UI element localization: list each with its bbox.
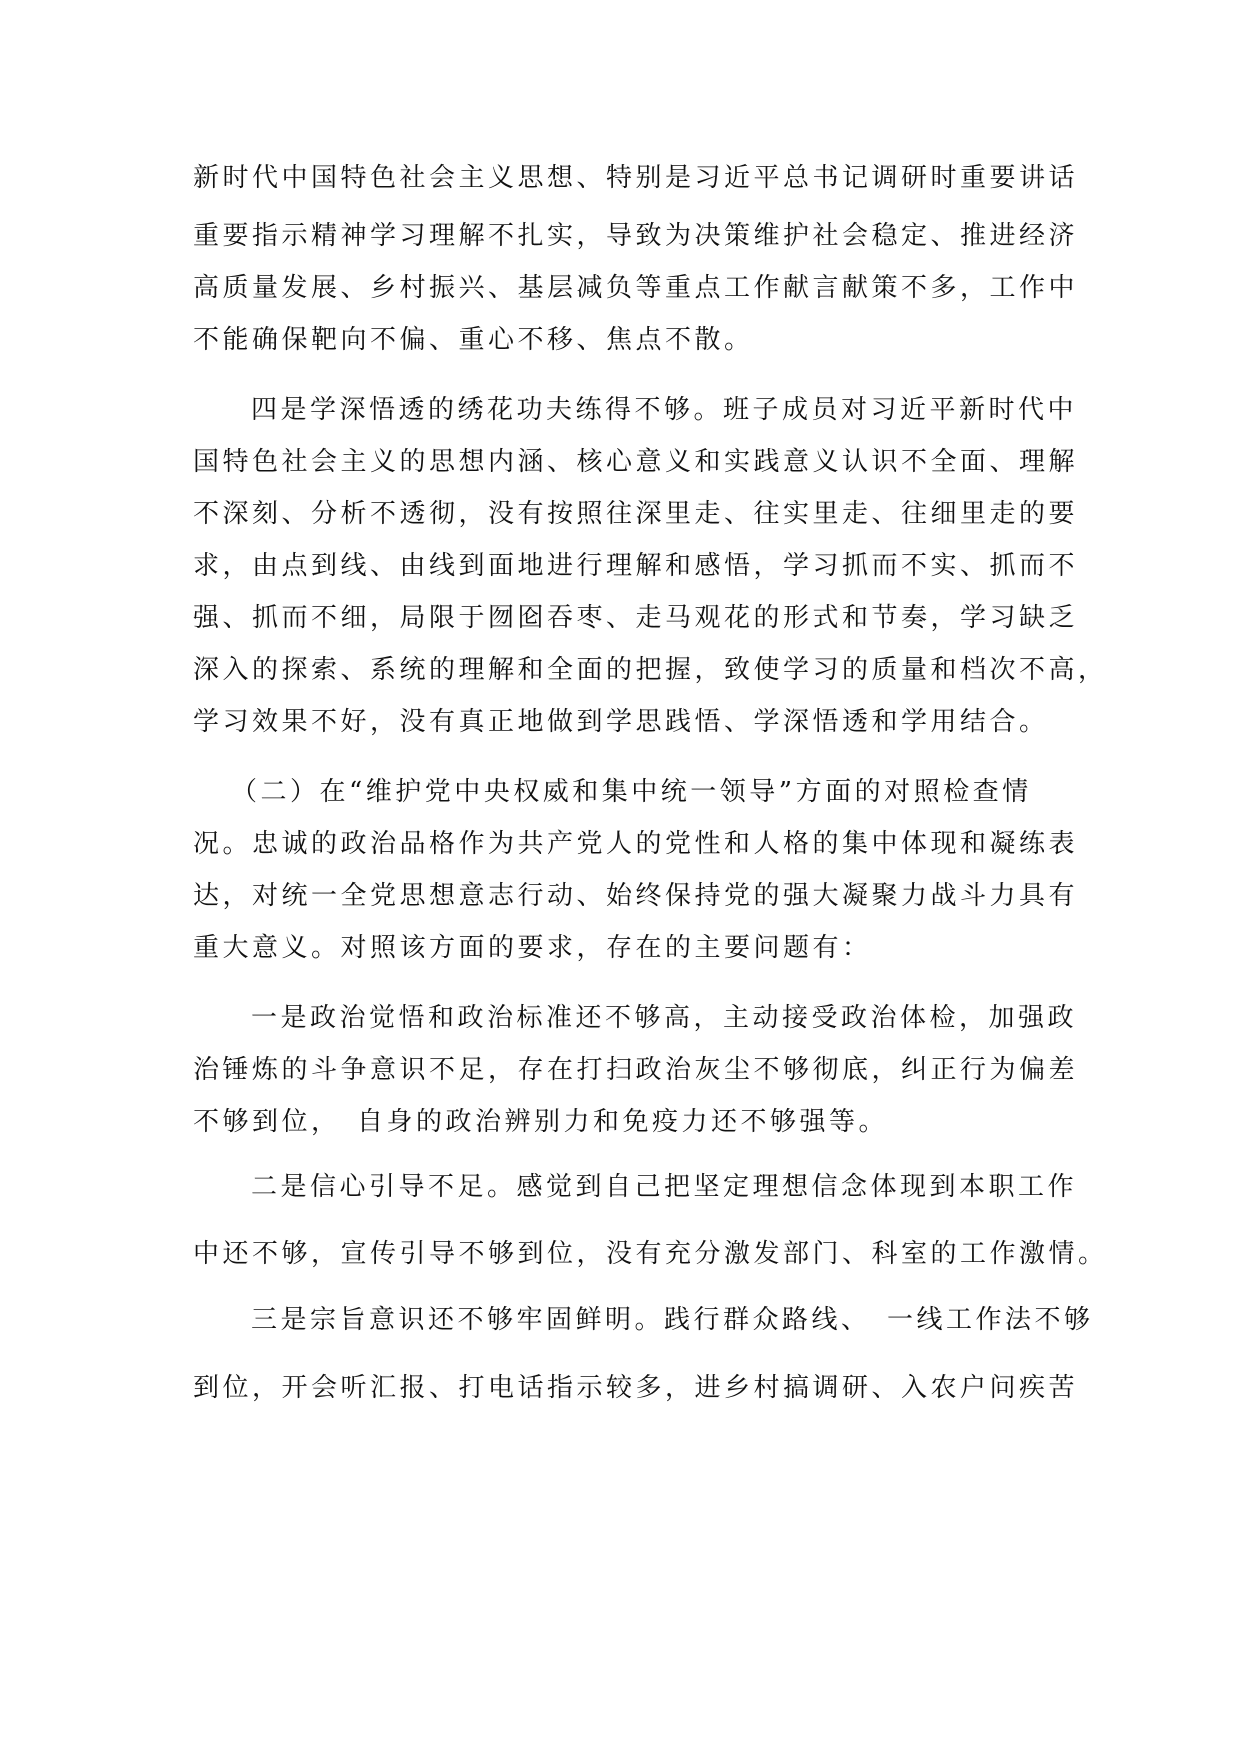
text-line: 四是学深悟透的绣花功夫练得不够。班子成员对习近平新时代中 — [251, 395, 1078, 425]
paragraph-4 — [193, 998, 1079, 1142]
paragraph-3 — [193, 772, 1079, 968]
text-line: 重要指示精神学习理解不扎实，导致为决策维护社会稳定、推进经济 — [193, 221, 1079, 251]
text-line: 求，由点到线、由线到面地进行理解和感悟，学习抓而不实、抓而不 — [193, 551, 1079, 581]
text-line: 高质量发展、乡村振兴、基层减负等重点工作献言献策不多，工作中 — [193, 273, 1079, 303]
text-line: 学习效果不好，没有真正地做到学思践悟、学深悟透和学用结合。 — [193, 707, 1049, 737]
text-line: 新时代中国特色社会主义思想、特别是习近平总书记调研时重要讲话 — [193, 163, 1079, 193]
text-line: 达，对统一全党思想意志行动、始终保持党的强大凝聚力战斗力具有 — [193, 881, 1079, 911]
text-line: 深入的探索、系统的理解和全面的把握，致使学习的质量和档次不高， — [193, 655, 1108, 685]
text-line: 不能确保靶向不偏、重心不移、焦点不散。 — [193, 325, 754, 355]
text-line: 重大意义。对照该方面的要求，存在的主要问题有： — [193, 933, 872, 963]
paragraph-6 — [193, 1300, 1094, 1408]
paragraph-2 — [193, 390, 1108, 742]
text-line: 三是宗旨意识还不够牢固鲜明。践行群众路线、 一线工作法不够 — [251, 1305, 1094, 1335]
text-line: 治锤炼的斗争意识不足，存在打扫政治灰尘不够彻底，纠正行为偏差 — [193, 1055, 1079, 1085]
document-body — [193, 158, 1108, 1408]
text-line: 强、抓而不细，局限于囫囵吞枣、走马观花的形式和节奏，学习缺乏 — [193, 603, 1079, 633]
text-line: 况。忠诚的政治品格作为共产党人的党性和人格的集中体现和凝练表 — [193, 829, 1079, 859]
text-line: 不够到位， 自身的政治辨别力和免疫力还不够强等。 — [193, 1107, 889, 1137]
section-heading-line: （二）在“维护党中央权威和集中统一领导”方面的对照检查情 — [231, 777, 1032, 807]
text-line: 一是政治觉悟和政治标准还不够高，主动接受政治体检，加强政 — [251, 1003, 1078, 1033]
paragraph-1 — [193, 158, 1079, 360]
paragraph-5 — [193, 1167, 1108, 1274]
text-line: 不深刻、分析不透彻，没有按照往深里走、往实里走、往细里走的要 — [193, 499, 1079, 529]
text-line: 二是信心引导不足。感觉到自己把坚定理想信念体现到本职工作 — [251, 1172, 1078, 1202]
text-line: 到位，开会听汇报、打电话指示较多，进乡村搞调研、入农户问疾苦 — [193, 1373, 1079, 1403]
text-line: 中还不够，宣传引导不够到位，没有充分激发部门、科室的工作激情。 — [193, 1239, 1108, 1269]
text-line: 国特色社会主义的思想内涵、核心意义和实践意义认识不全面、理解 — [193, 447, 1079, 477]
